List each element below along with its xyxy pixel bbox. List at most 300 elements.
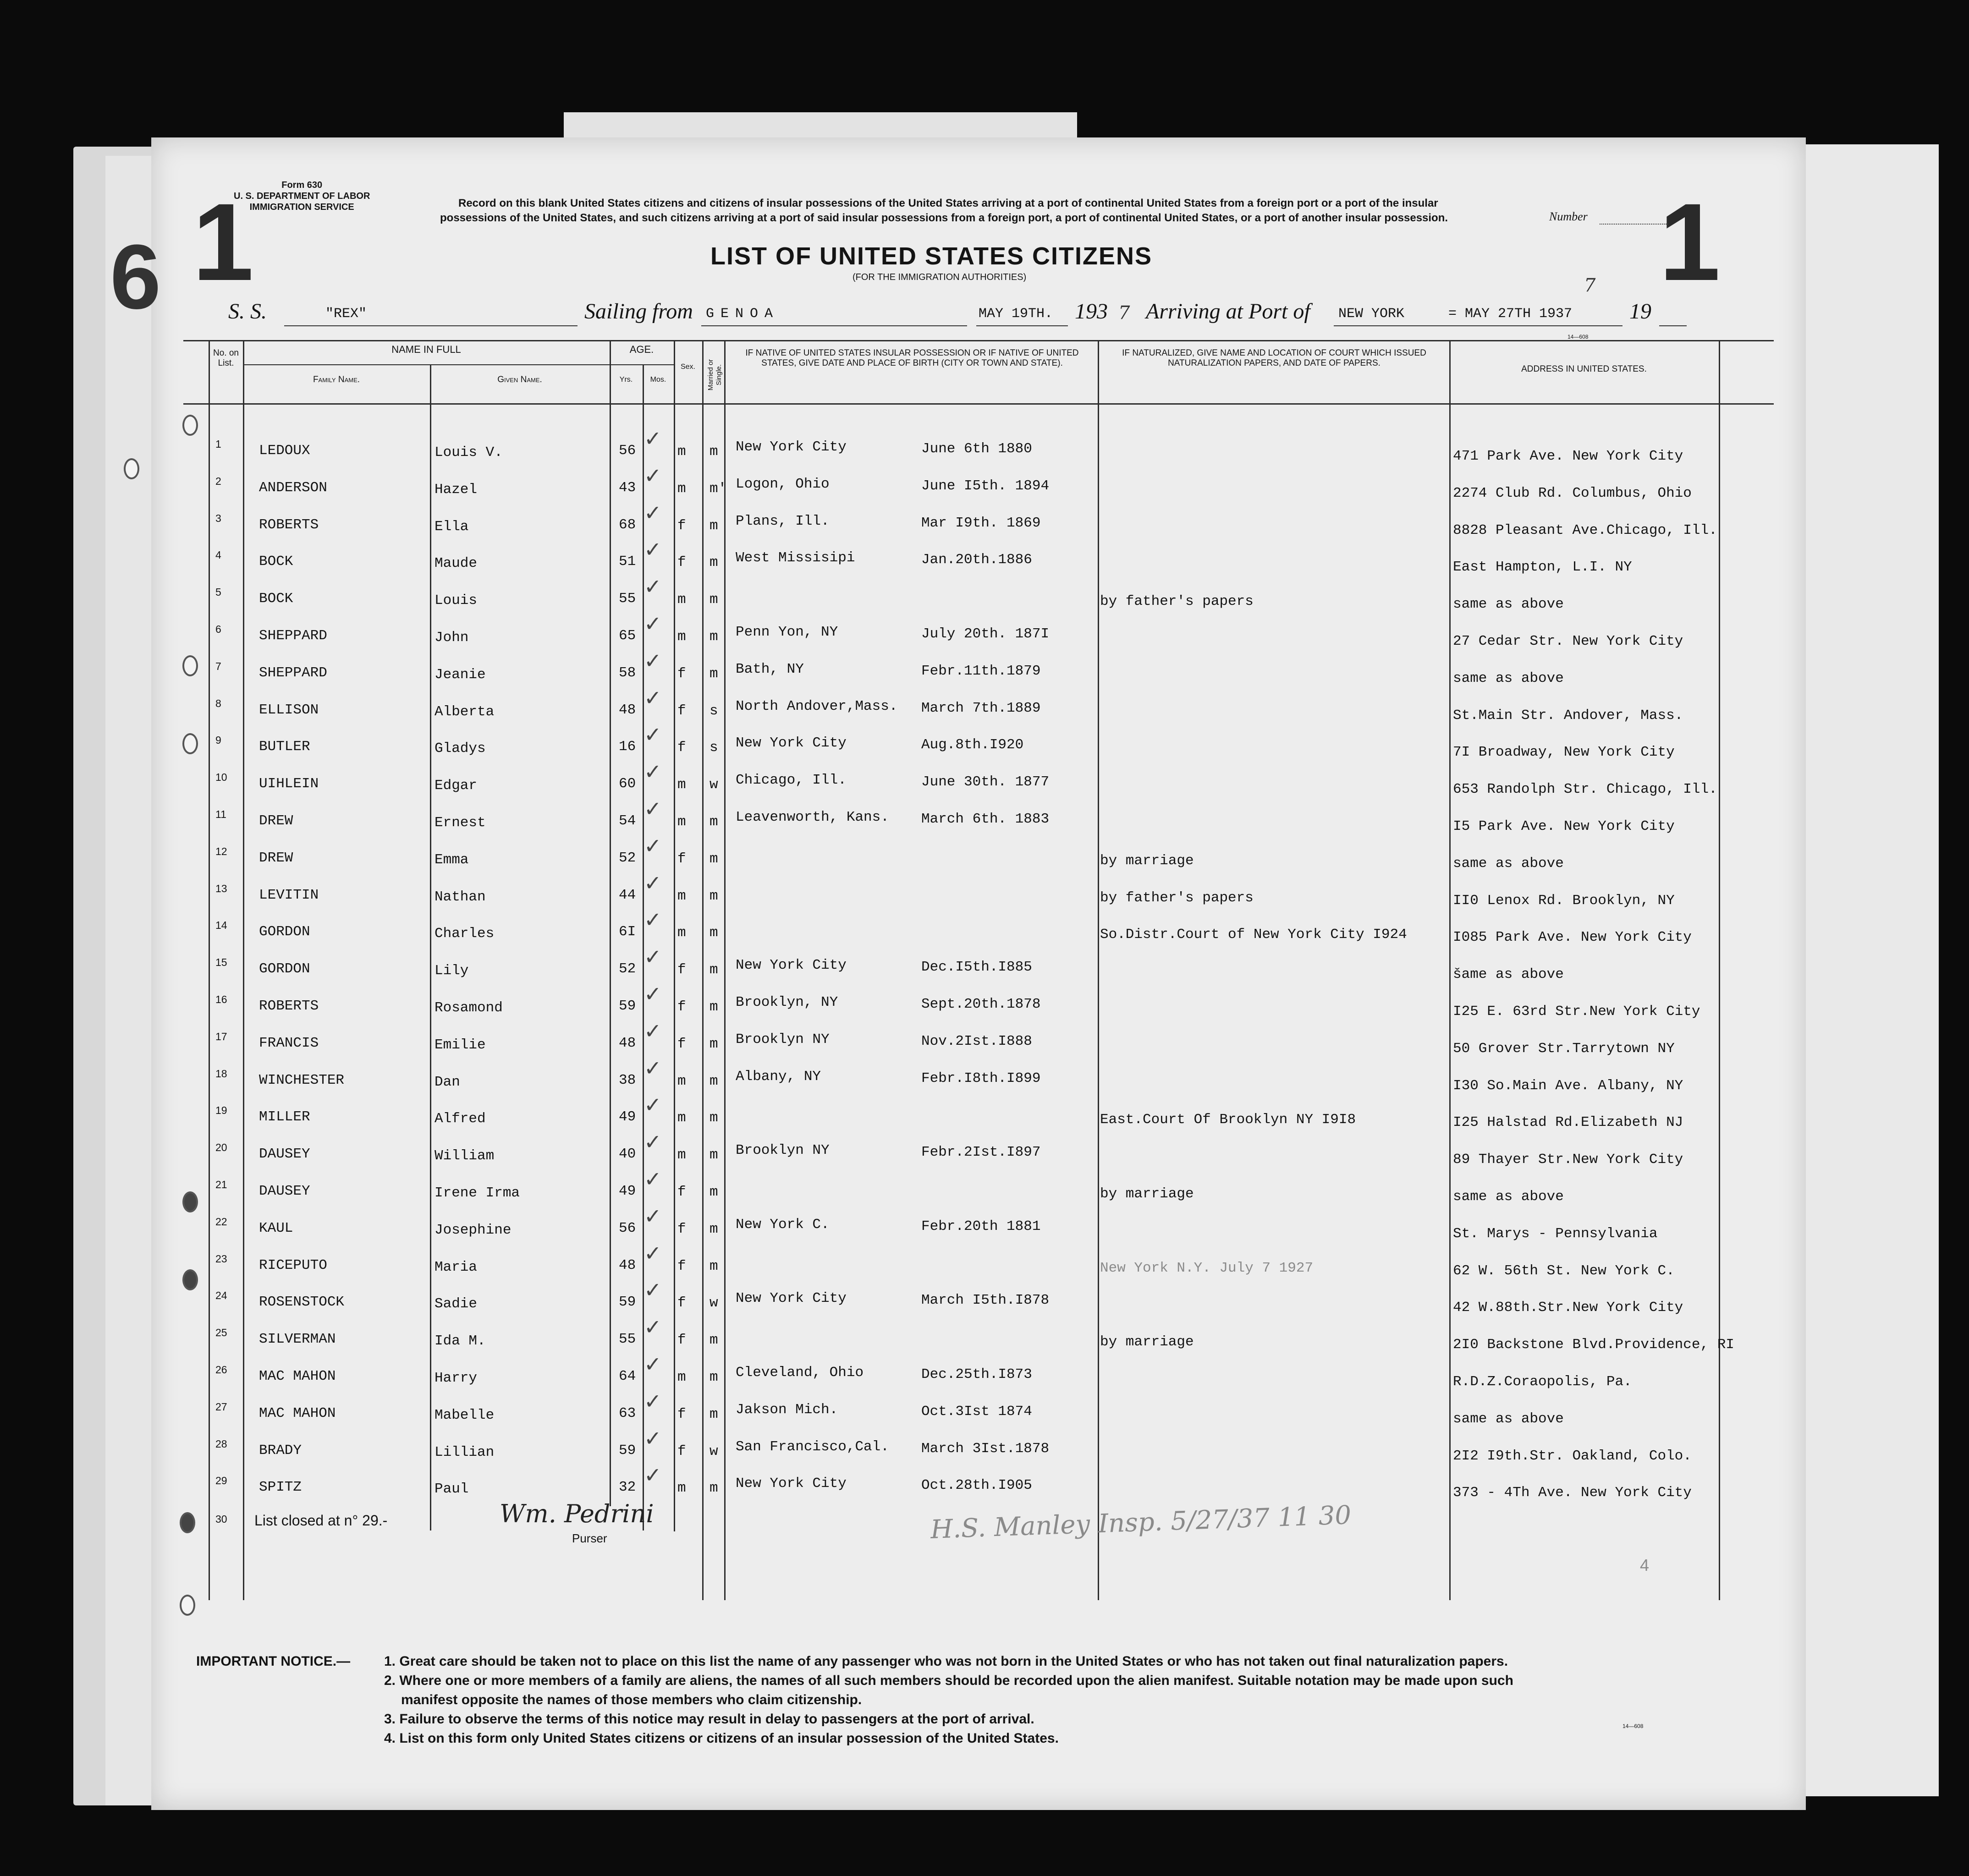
row-number: 12 (215, 845, 227, 857)
header-naturalized: IF NATURALIZED, GIVE NAME AND LOCATION OF COURT WHICH ISSUED NATURALIZATION PAPERS, AND DATE OF PAPERS. (1122, 348, 1426, 368)
family-name: BOCK (259, 591, 293, 607)
family-name: MAC MAHON (259, 1405, 336, 1421)
check-mark: ✓ (644, 1203, 662, 1229)
age-years: 16 (619, 739, 636, 755)
given-name: William (434, 1148, 495, 1164)
address: R.D.Z.Coraopolis, Pa. (1453, 1374, 1632, 1390)
sex: m (677, 1480, 686, 1497)
birth-date: March I5th.I878 (921, 1292, 1050, 1309)
given-name: Lily (434, 963, 469, 979)
birth-place: Brooklyn NY (736, 1142, 830, 1159)
marital-status: m (710, 1332, 718, 1349)
birth-date: June 6th 1880 (921, 441, 1032, 457)
sex: f (677, 1258, 686, 1274)
check-mark: ✓ (644, 537, 662, 562)
age-years: 49 (619, 1183, 636, 1199)
age-years: 59 (619, 998, 636, 1014)
sex: m (677, 814, 686, 830)
row-number: 1 (215, 438, 221, 450)
punch-hole (182, 415, 198, 436)
marital-status: m (710, 665, 718, 682)
list-closed-text: List closed at n° 29.- (254, 1512, 388, 1529)
marital-status: m (710, 554, 718, 571)
check-mark: ✓ (644, 1426, 662, 1451)
birth-date: Sept.20th.1878 (921, 996, 1041, 1012)
family-name: ROBERTS (259, 998, 319, 1014)
birth-place: Brooklyn, NY (736, 994, 838, 1010)
header-sex: Sex. (680, 363, 695, 371)
age-years: 56 (619, 443, 636, 459)
given-name: Alfred (434, 1111, 486, 1127)
birth-date: March 3Ist.1878 (921, 1440, 1050, 1457)
family-name: MAC MAHON (259, 1368, 336, 1384)
naturalization-info: by marriage (1100, 1186, 1194, 1202)
header-given-name: Given Name. (497, 375, 542, 384)
sailing-date: MAY 19TH. (979, 306, 1053, 322)
address: I5 Park Ave. New York City (1453, 818, 1675, 834)
birth-place: Jakson Mich. (736, 1401, 838, 1418)
check-mark: ✓ (644, 1018, 662, 1043)
sex: m (677, 592, 686, 608)
marital-status: m (710, 444, 718, 460)
notice-item-2-cont: manifest opposite the names of those members who claim citizenship. (401, 1692, 862, 1707)
age-years: 68 (619, 516, 636, 533)
birth-place: New York City (736, 735, 847, 751)
row-number: 23 (215, 1252, 227, 1265)
sex: m (677, 1110, 686, 1126)
birth-date: Dec.25th.I873 (921, 1366, 1032, 1382)
address: 373 - 4Th Ave. New York City (1453, 1485, 1692, 1501)
purser-signature: Wm. Pedrini (500, 1499, 654, 1528)
sailing-label: Sailing from (584, 299, 693, 324)
header-address: ADDRESS IN UNITED STATES. (1521, 364, 1647, 374)
given-name: Louis V. (434, 444, 503, 461)
family-name: SHEPPARD (259, 664, 327, 681)
birth-date: Febr.2Ist.I897 (921, 1144, 1041, 1161)
given-name: Nathan (434, 889, 486, 905)
given-name: Paul (434, 1481, 469, 1498)
sex: f (677, 740, 686, 756)
row-number: 8 (215, 697, 221, 709)
family-name: LEVITIN (259, 887, 319, 903)
age-years: 38 (619, 1072, 636, 1088)
age-years: 63 (619, 1405, 636, 1421)
age-years: 60 (619, 776, 636, 792)
birth-place: North Andover,Mass. (736, 698, 898, 714)
check-mark: ✓ (644, 1240, 662, 1266)
age-years: 48 (619, 702, 636, 718)
birth-place: Cleveland, Ohio (736, 1365, 864, 1381)
address: 653 Randolph Str. Chicago, Ill. (1453, 781, 1717, 798)
check-mark: ✓ (644, 1055, 662, 1081)
age-years: 48 (619, 1035, 636, 1051)
header-family-name: Family Name. (313, 375, 360, 384)
header-mos: Mos. (650, 376, 666, 384)
ss-label: S. S. (228, 299, 267, 324)
stamp-number-right: 1 (1659, 181, 1721, 303)
age-years: 59 (619, 1294, 636, 1311)
naturalization-info: by father's papers (1100, 889, 1254, 906)
address: šame as above (1453, 966, 1564, 983)
intro-text: Record on this blank United States citizens and citizens of insular possessions of the United States arriving at a port of continental United States from a foreign port or a port of the insular possessions of the United States, and such citizens arriving at a port of said insular possessions from a foreign port, a port of continental United States, or a port of another insular possession. (440, 197, 1448, 224)
birth-place: Brooklyn NY (736, 1031, 830, 1048)
check-mark: ✓ (644, 1315, 662, 1340)
family-name: ROBERTS (259, 516, 319, 533)
marital-status: m (710, 1110, 718, 1126)
given-name: Ida M. (434, 1333, 486, 1349)
birth-date: Aug.8th.I920 (921, 737, 1024, 753)
given-name: Ernest (434, 815, 486, 831)
birth-place: New York City (736, 1290, 847, 1307)
form-number: Form 630 (281, 180, 323, 190)
arrival-date: = MAY 27TH 1937 (1448, 306, 1573, 322)
margin-mark: 4 (1640, 1556, 1650, 1574)
naturalization-info: New York N.Y. July 7 1927 (1100, 1260, 1314, 1276)
check-mark: ✓ (644, 796, 662, 821)
notice-item-1: 1. Great care should be taken not to place on this list the name of any passenger who was not born in the United States or who has not taken out final naturalization papers. (384, 1654, 1508, 1669)
row-number: 14 (215, 919, 227, 932)
row-number: 15 (215, 956, 227, 969)
row-number: 11 (215, 808, 226, 820)
family-name: ANDERSON (259, 479, 327, 496)
age-years: 64 (619, 1368, 636, 1384)
marital-status: m (710, 517, 718, 534)
sex: f (677, 1295, 686, 1311)
family-name: MILLER (259, 1109, 310, 1125)
row-number: 5 (215, 586, 221, 598)
sex: m (677, 888, 686, 904)
sex: f (677, 665, 686, 682)
number-line (1600, 224, 1668, 225)
age-years: 32 (619, 1479, 636, 1496)
address: same as above (1453, 855, 1564, 872)
given-name: Irene Irma (434, 1185, 520, 1201)
birth-date: Febr.11th.1879 (921, 663, 1041, 679)
row-number: 16 (215, 993, 227, 1005)
check-mark: ✓ (644, 463, 662, 488)
check-mark: ✓ (644, 833, 662, 858)
row-number: 10 (215, 771, 227, 784)
header-married-single: Married or Single. (707, 359, 723, 391)
row-number: 3 (215, 512, 221, 524)
page-subtitle: (FOR THE IMMIGRATION AUTHORITIES) (852, 272, 1027, 282)
punch-hole (182, 733, 198, 754)
age-years: 49 (619, 1109, 636, 1125)
family-name: ROSENSTOCK (259, 1294, 345, 1311)
row-number: 21 (215, 1179, 227, 1190)
row-number: 13 (215, 882, 227, 894)
naturalization-info: So.Distr.Court of New York City I924 (1100, 927, 1407, 943)
arrival-port: NEW YORK (1338, 306, 1405, 322)
row-number: 17 (215, 1030, 227, 1042)
notice-item-2: 2. Where one or more members of a family are aliens, the names of all such members should be recorded upon the alien manifest. Suitable notation may be made upon such (384, 1673, 1513, 1688)
check-mark: ✓ (644, 1352, 662, 1377)
number-label: Number (1549, 210, 1588, 223)
given-name: Louis (434, 592, 478, 609)
address: 62 W. 56th St. New York C. (1453, 1262, 1675, 1279)
row-number: 19 (215, 1104, 227, 1117)
address: I25 E. 63rd Str.New York City (1453, 1004, 1700, 1020)
sex: m (677, 777, 686, 793)
address: same as above (1453, 1410, 1564, 1427)
birth-place: Leavenworth, Kans. (736, 809, 889, 825)
family-name: SILVERMAN (259, 1331, 336, 1348)
row-number: 30 (215, 1513, 227, 1525)
sex: f (677, 1221, 686, 1237)
birth-place: New York City (736, 957, 847, 974)
birth-date: Febr.I8th.I899 (921, 1070, 1041, 1086)
family-name: BOCK (259, 554, 293, 570)
given-name: Emma (434, 851, 469, 868)
marital-status: m (710, 1184, 718, 1200)
inspector-signature: H.S. Manley Insp. 5/27/37 11 30 (930, 1500, 1352, 1545)
age-years: 52 (619, 961, 636, 977)
department-name: U. S. DEPARTMENT OF LABOR (234, 191, 370, 201)
family-name: GORDON (259, 924, 310, 940)
age-years: 51 (619, 554, 636, 570)
given-name: Ella (434, 518, 469, 535)
row-number: 28 (215, 1437, 227, 1450)
marital-status: m (710, 1406, 718, 1422)
row-number: 25 (215, 1327, 227, 1339)
sex: f (677, 999, 686, 1015)
row-number: 2 (215, 475, 221, 487)
ship-name: "REX" (325, 306, 367, 322)
notice-item-3: 3. Failure to observe the terms of this notice may result in delay to passengers at the port of arrival. (384, 1711, 1034, 1727)
check-mark: ✓ (644, 1278, 662, 1303)
year-label: 19 (1629, 299, 1651, 324)
check-mark: ✓ (644, 1130, 662, 1155)
punch-hole (182, 1269, 198, 1290)
birth-place: Albany, NY (736, 1068, 821, 1085)
marital-status: m (710, 629, 718, 645)
marital-status: m (710, 888, 718, 904)
address: I30 So.Main Ave. Albany, NY (1453, 1077, 1683, 1094)
age-years: 43 (619, 479, 636, 496)
family-name: UIHLEIN (259, 776, 319, 792)
marital-status: w (710, 1443, 718, 1459)
sex: f (677, 1332, 686, 1349)
given-name: Rosamond (434, 1000, 503, 1016)
marital-status: m (710, 1036, 718, 1052)
check-mark: ✓ (644, 1388, 662, 1414)
given-name: Hazel (434, 481, 478, 498)
header-name-in-full: NAME IN FULL (391, 344, 461, 355)
row-number: 7 (215, 660, 221, 672)
family-name: SPITZ (259, 1479, 302, 1496)
marital-status: m (710, 814, 718, 830)
family-name: ELLISON (259, 702, 319, 718)
birth-place: Plans, Ill. (736, 513, 830, 529)
service-name: IMMIGRATION SERVICE (249, 202, 354, 212)
given-name: Dan (434, 1074, 460, 1090)
sex: m (677, 1369, 686, 1385)
sex: f (677, 850, 686, 867)
family-name: BRADY (259, 1442, 302, 1459)
birth-date: March 7th.1889 (921, 700, 1041, 716)
family-name: KAUL (259, 1220, 293, 1236)
age-years: 55 (619, 591, 636, 607)
sex: f (677, 554, 686, 571)
footer-code: 14—608 (1622, 1723, 1644, 1729)
check-mark: ✓ (644, 648, 662, 673)
year-suffix: 7 (1118, 302, 1130, 324)
address: 89 Thayer Str.New York City (1453, 1152, 1683, 1168)
given-name: Harry (434, 1370, 478, 1386)
sex: m (677, 1147, 686, 1163)
marital-status: s (710, 702, 718, 719)
family-name: FRANCIS (259, 1035, 319, 1051)
age-years: 44 (619, 887, 636, 903)
address: St.Main Str. Andover, Mass. (1453, 707, 1683, 724)
header-no-on-list: No. on List. (213, 348, 239, 368)
naturalization-info: by marriage (1100, 852, 1194, 869)
address: 2I2 I9th.Str. Oakland, Colo. (1453, 1448, 1692, 1464)
address: same as above (1453, 670, 1564, 686)
sailing-port: GENOA (706, 306, 780, 322)
address: II0 Lenox Rd. Brooklyn, NY (1453, 892, 1675, 909)
marital-status: w (710, 1295, 718, 1311)
age-years: 56 (619, 1220, 636, 1236)
address: 8828 Pleasant Ave.Chicago, Ill. (1453, 522, 1717, 538)
marital-status: w (710, 777, 718, 793)
row-number: 18 (215, 1067, 227, 1080)
family-name: DREW (259, 850, 293, 866)
check-mark: ✓ (644, 759, 662, 784)
header-age: AGE. (629, 344, 654, 355)
purser-label: Purser (572, 1531, 607, 1545)
sex: m (677, 925, 686, 941)
punch-hole (182, 655, 198, 676)
row-number: 27 (215, 1400, 227, 1413)
check-mark: ✓ (644, 1092, 662, 1118)
age-years: 52 (619, 850, 636, 866)
check-mark: ✓ (644, 500, 662, 525)
birth-place: New York City (736, 1476, 847, 1492)
sex: m (677, 1073, 686, 1089)
given-name: Jeanie (434, 666, 486, 683)
birth-date: Febr.20th 1881 (921, 1218, 1041, 1234)
age-years: 55 (619, 1331, 636, 1348)
header-yrs: Yrs. (619, 376, 633, 384)
given-name: Charles (434, 926, 495, 942)
marital-status: s (710, 740, 718, 756)
check-mark: ✓ (644, 944, 662, 970)
age-years: 48 (619, 1257, 636, 1273)
arriving-label: Arriving at Port of (1146, 299, 1310, 324)
given-name: Josephine (434, 1222, 512, 1238)
sex: f (677, 1443, 686, 1459)
given-name: John (434, 630, 469, 646)
given-name: Emilie (434, 1037, 486, 1053)
sex: m (677, 480, 686, 497)
birth-date: July 20th. 187I (921, 626, 1050, 642)
age-years: 40 (619, 1146, 636, 1163)
given-name: Gladys (434, 741, 486, 757)
family-name: BUTLER (259, 739, 310, 755)
check-mark: ✓ (644, 870, 662, 895)
marital-status: m (710, 925, 718, 941)
given-name: Maria (434, 1259, 478, 1275)
form-identifier (234, 180, 370, 213)
birth-date: Mar I9th. 1869 (921, 515, 1041, 531)
address: 42 W.88th.Str.New York City (1453, 1300, 1683, 1316)
family-name: LEDOUX (259, 443, 310, 459)
birth-place: Penn Yon, NY (736, 624, 838, 640)
page-mark: 7 (1584, 275, 1596, 296)
notice-item-4: 4. List on this form only United States citizens or citizens of an insular possession of the United States. (384, 1731, 1059, 1746)
sex: m (677, 629, 686, 645)
sex: f (677, 702, 686, 719)
sex: f (677, 517, 686, 534)
row-number: 22 (215, 1215, 227, 1228)
given-name: Sadie (434, 1296, 478, 1312)
stamp-number-left: 1 (192, 181, 254, 303)
punch-hole (182, 1191, 198, 1212)
sex: m (677, 444, 686, 460)
birth-place: West Missisipi (736, 550, 855, 566)
row-number: 20 (215, 1141, 227, 1154)
marital-status: m (710, 850, 718, 867)
notice-label: IMPORTANT NOTICE.— (196, 1654, 351, 1669)
age-years: 58 (619, 664, 636, 681)
sex: f (677, 1184, 686, 1200)
back-sheet-numeral: 6 (110, 226, 161, 328)
marital-status: m (710, 1147, 718, 1163)
family-name: WINCHESTER (259, 1072, 345, 1088)
given-name: Mabelle (434, 1407, 495, 1423)
birth-date: Nov.2Ist.I888 (921, 1033, 1032, 1049)
given-name: Lillian (434, 1444, 495, 1460)
row-number: 4 (215, 549, 221, 561)
given-name: Alberta (434, 703, 495, 720)
marital-status: m (710, 1369, 718, 1385)
check-mark: ✓ (644, 1167, 662, 1191)
birth-place: New York C. (736, 1216, 830, 1233)
marital-status: m (710, 1221, 718, 1237)
row-number: 29 (215, 1475, 227, 1487)
sex: f (677, 1036, 686, 1052)
check-mark: ✓ (644, 907, 662, 933)
marital-status: m (710, 592, 718, 608)
birth-place: Bath, NY (736, 661, 804, 677)
given-name: Edgar (434, 778, 478, 794)
family-name: DAUSEY (259, 1146, 310, 1163)
birth-place: Logon, Ohio (736, 476, 830, 492)
marital-status: m (710, 999, 718, 1015)
birth-date: Jan.20th.1886 (921, 552, 1032, 568)
naturalization-info: by marriage (1100, 1334, 1194, 1350)
birth-date: March 6th. 1883 (921, 811, 1050, 827)
check-mark: ✓ (644, 685, 662, 710)
check-mark: ✓ (644, 574, 662, 599)
address: 2I0 Backstone Blvd.Providence, RI (1453, 1337, 1734, 1353)
family-name: DAUSEY (259, 1183, 310, 1199)
punch-hole (124, 458, 139, 479)
age-years: 59 (619, 1442, 636, 1459)
sex: f (677, 1406, 686, 1422)
marital-status: m' (710, 480, 727, 497)
family-name: GORDON (259, 961, 310, 977)
birth-date: June 30th. 1877 (921, 774, 1050, 790)
check-mark: ✓ (644, 426, 662, 451)
print-code: 14—608 (1568, 334, 1589, 340)
punch-hole (180, 1595, 195, 1616)
sex: f (677, 962, 686, 978)
row-number: 6 (215, 623, 221, 635)
age-years: 6I (619, 924, 636, 940)
address: 50 Grover Str.Tarrytown NY (1453, 1040, 1675, 1057)
